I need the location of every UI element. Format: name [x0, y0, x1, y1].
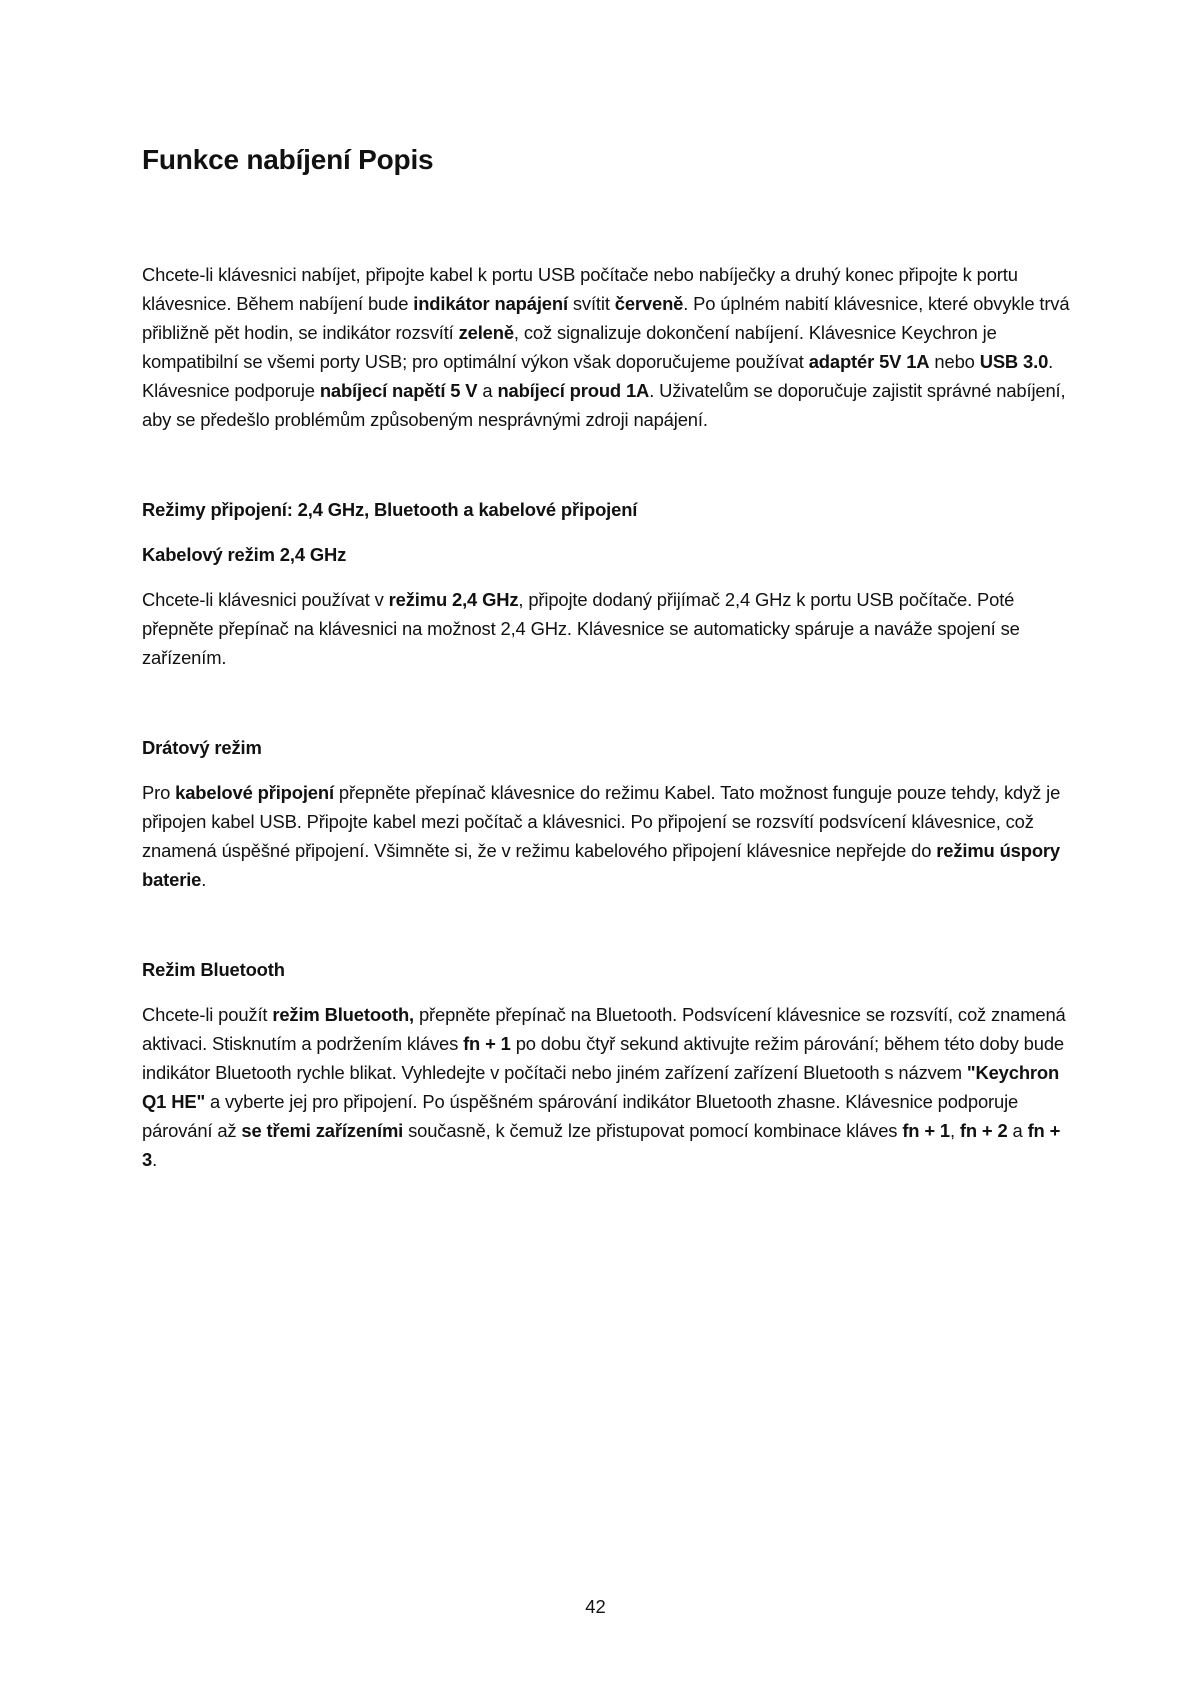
bold-text-run: režim Bluetooth,: [272, 1004, 415, 1025]
text-run: přepněte přepínač klávesnice do režimu Kabel. Tato možnost funguje pouze tehdy, když je připojen kabel USB. Připojte kabel mezi počítač a klávesnici. Po připojení se rozsvítí podsvícení klávesnice, což znamená úspěšné připojení. Všimněte si, že v režimu kabelového připojení klávesnice nepřejde do: [142, 782, 1061, 861]
page-number: 42: [585, 1596, 606, 1617]
text-run: Chcete-li klávesnici používat v: [142, 589, 389, 610]
bold-text-run: nabíjecí proud 1A: [497, 380, 650, 401]
text-run: po dobu čtyř sekund aktivujte režim párování; během této doby bude indikátor Bluetooth rychle blikat. Vyhledejte v počítači nebo jiném zařízení zařízení Bluetooth s názvem: [142, 1033, 1064, 1083]
bluetooth-mode-paragraph: [142, 1000, 1072, 1174]
charging-paragraph: [142, 260, 1072, 434]
wired-mode-paragraph: [142, 778, 1072, 894]
text-run: . Klávesnice podporuje: [142, 351, 1054, 401]
text-run: Chcete-li klávesnici nabíjet, připojte kabel k portu USB počítače nebo nabíječky a druhý konec připojte k portu klávesnice. Během nabíjení bude: [142, 264, 1018, 314]
text-run: . Uživatelům se doporučuje zajistit správné nabíjení, aby se předešlo problémům způsobeným nesprávnými zdroji napájení.: [142, 380, 1066, 430]
text-run: .: [152, 1149, 158, 1170]
bold-text-run: indikátor napájení: [413, 293, 568, 314]
bold-text-run: se třemi zařízeními: [241, 1120, 404, 1141]
text-run: .: [201, 869, 207, 890]
bold-text-run: USB 3.0: [979, 351, 1049, 372]
bold-text-run: adaptér 5V 1A: [808, 351, 930, 372]
bold-text-run: fn + 1: [463, 1033, 511, 1054]
bold-text-run: fn + 1: [902, 1120, 950, 1141]
text-run: Pro: [142, 782, 176, 803]
text-run: a: [1007, 1120, 1028, 1141]
bold-text-run: fn + 3: [142, 1120, 1061, 1170]
text-run: a: [477, 380, 498, 401]
text-run: ,: [949, 1120, 960, 1141]
mode-24ghz-paragraph: [142, 585, 1072, 672]
text-run: . Po úplném nabití klávesnice, které obvykle trvá přibližně pět hodin, se indikátor rozsvítí: [142, 293, 1070, 343]
bold-text-run: "Keychron Q1 HE": [142, 1062, 1060, 1112]
text-run: , což signalizuje dokončení nabíjení. Klávesnice Keychron je kompatibilní se všemi porty USB; pro optimální výkon však doporučujeme používat: [142, 322, 997, 372]
text-run: a vyberte jej pro připojení. Po úspěšném spárování indikátor Bluetooth zhasne. Klávesnice podporuje párování až: [142, 1091, 1019, 1141]
bold-text-run: nabíjecí napětí 5 V: [319, 380, 478, 401]
bold-text-run: fn + 2: [959, 1120, 1008, 1141]
bold-text-run: červeně: [614, 293, 684, 314]
bold-text-run: kabelové připojení: [175, 782, 334, 803]
text-run: Chcete-li použít: [142, 1004, 273, 1025]
text-run: přepněte přepínač na Bluetooth. Podsvícení klávesnice se rozsvítí, což znamená aktivaci. Stisknutím a podržením kláves: [142, 1004, 1066, 1054]
text-run: svítit: [567, 293, 615, 314]
bluetooth-mode-heading: Režim Bluetooth: [142, 959, 285, 980]
mode-24ghz-heading: Kabelový režim 2,4 GHz: [142, 544, 347, 565]
text-run: nebo: [929, 351, 980, 372]
wired-mode-heading: Drátový režim: [142, 737, 262, 758]
page-content: [142, 140, 1072, 1174]
text-run: , připojte dodaný přijímač 2,4 GHz k portu USB počítače. Poté přepněte přepínač na klávesnici na možnost 2,4 GHz. Klávesnice se automaticky spáruje a naváže spojení se zařízením.: [142, 589, 1020, 668]
text-run: současně, k čemuž lze přistupovat pomocí kombinace kláves: [403, 1120, 903, 1141]
bold-text-run: režimu úspory baterie: [142, 840, 1060, 890]
bold-text-run: režimu 2,4 GHz: [388, 589, 519, 610]
bold-text-run: zeleně: [458, 322, 514, 343]
page-title: Funkce nabíjení Popis: [142, 144, 434, 175]
connection-modes-heading: Režimy připojení: 2,4 GHz, Bluetooth a kabelové připojení: [142, 499, 638, 520]
